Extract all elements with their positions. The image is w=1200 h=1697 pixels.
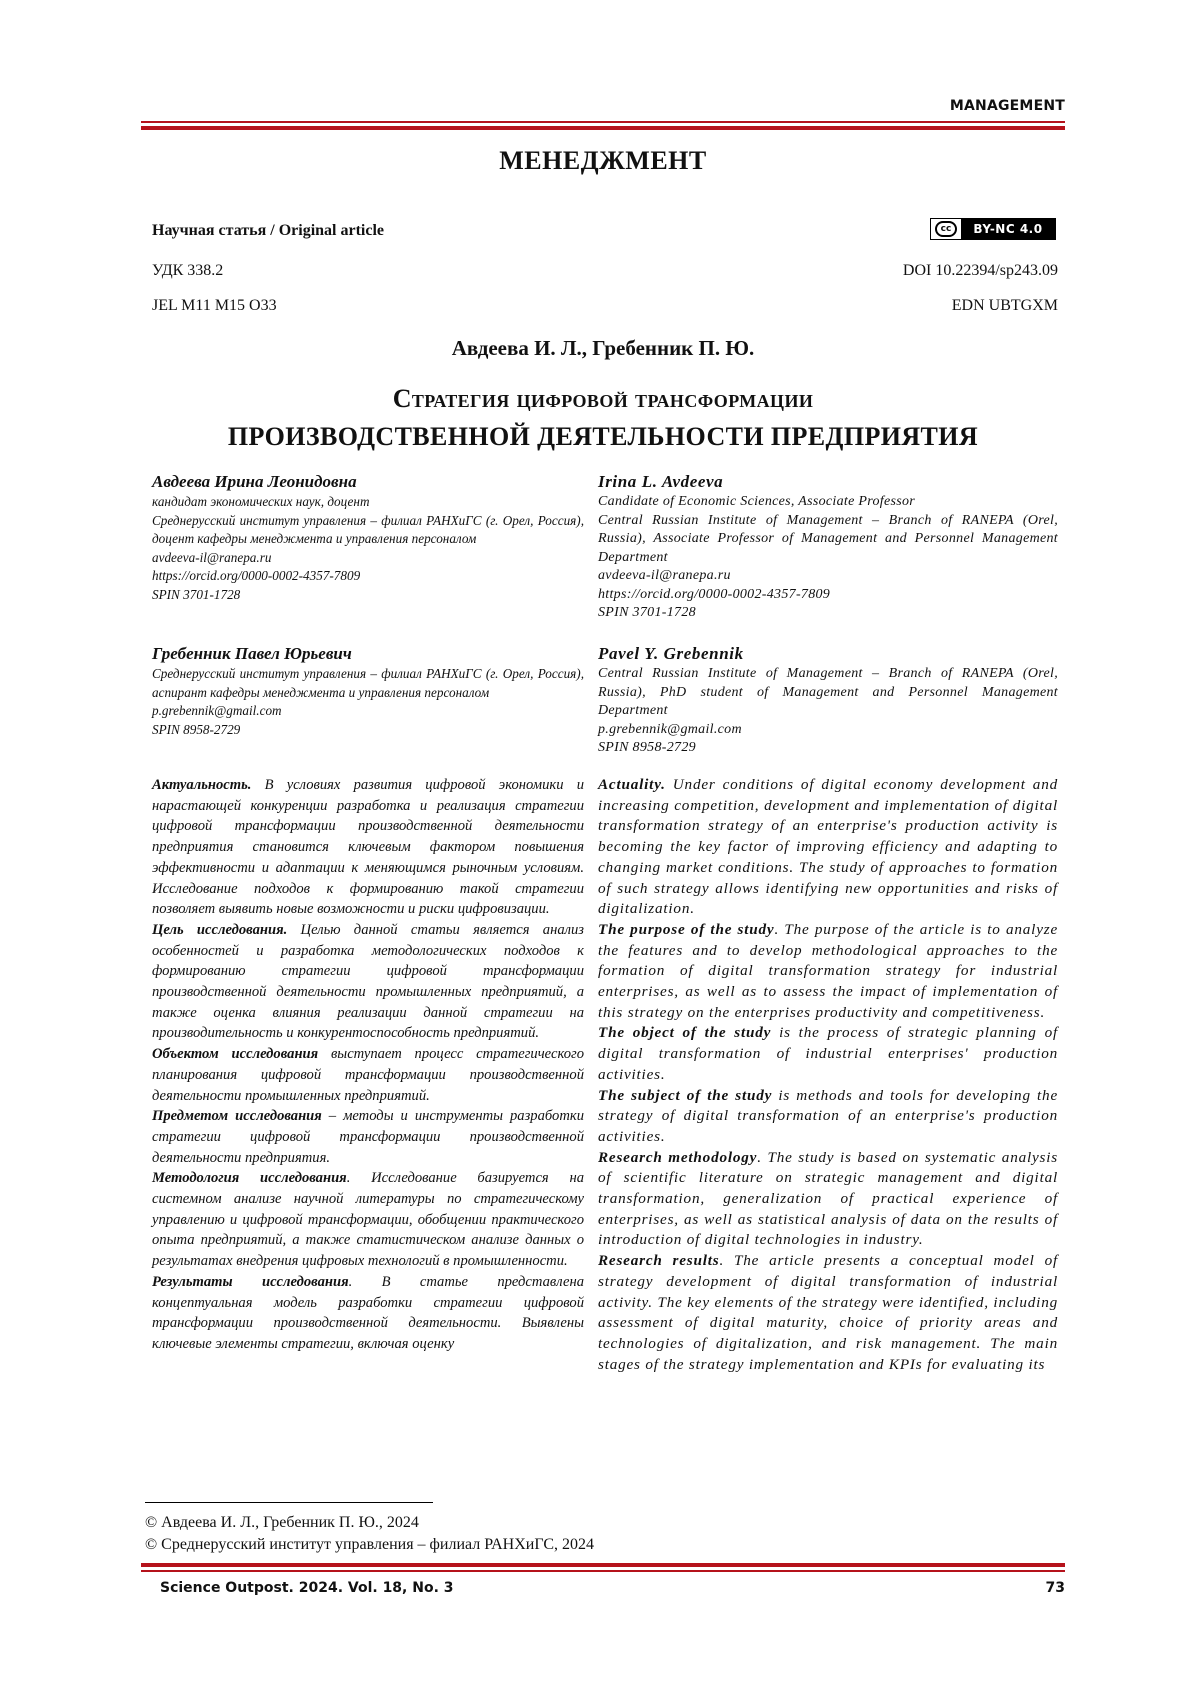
author-email[interactable]: avdeeva-il@ranepa.ru xyxy=(152,549,584,568)
abstract-paragraph: Research methodology. The study is based on systematic analysis of scientific literature on strategic management and digital transformation, generalization of practical experience of enterprises, as well as statistical analysis of data on the results of introduction of digital technologies in industry. xyxy=(598,1148,1058,1252)
author-email[interactable]: p.grebennik@gmail.com xyxy=(152,702,584,721)
author-affiliation: Среднерусский институт управления – филиал РАНХиГС (г. Орел, Россия), доцент кафедры менеджмента и управления персоналом xyxy=(152,512,584,549)
abstract-paragraph: Предметом исследования – методы и инструменты разработки стратегии цифровой трансформации производственной деятельности предприятия. xyxy=(152,1106,584,1168)
author-degree: кандидат экономических наук, доцент xyxy=(152,493,584,512)
author-info-en-2 xyxy=(598,643,1058,758)
author-info-en-1 xyxy=(598,471,1058,623)
author-info-ru-1 xyxy=(152,471,584,604)
udc: УДК 338.2 xyxy=(152,262,223,280)
copyright-institute: © Среднерусский институт управления – филиал РАНХиГС, 2024 xyxy=(145,1534,594,1555)
abstract-paragraph: Актуальность. В условиях развития цифровой экономики и нарастающей конкуренции разработка и реализация стратегии цифровой трансформации производственной деятельности предприятия становится ключевым фактором повышения эффективности и адаптации к меняющимся рыночным условиям. Исследование подходов к формированию такой стратегии позволяет выявить новые возможности и риски цифровизации. xyxy=(152,775,584,920)
section-title-en: MANAGEMENT xyxy=(950,98,1065,114)
footer-rule xyxy=(141,1570,1065,1572)
cc-icon: cc xyxy=(931,219,961,239)
author-name: Pavel Y. Grebennik xyxy=(598,643,1058,665)
page-number: 73 xyxy=(1046,1580,1065,1596)
abstract-paragraph: Actuality. Under conditions of digital economy development and increasing competition, development and implementation of digital transformation strategy of an enterprise's production activity is becoming the key factor of improving efficiency and adapting to changing market conditions. The study of approaches to formation of such strategy allows identifying new opportunities and risks of digitalization. xyxy=(598,775,1058,920)
abstract-paragraph: Цель исследования. Целью данной статьи является анализ особенностей и разработка методологических подходов к формированию стратегии цифровой трансформации производственной деятельности промышленных предприятий, а также оценка влияния реализации данной стратегии на производительность и конкурентоспособность предприятий. xyxy=(152,920,584,1044)
author-name: Авдеева Ирина Леонидовна xyxy=(152,471,584,493)
title-line-1: Стратегия цифровой трансформации xyxy=(141,380,1065,418)
author-name: Irina L. Avdeeva xyxy=(598,471,1058,493)
jel-row xyxy=(152,297,1058,319)
license-label: BY-NC 4.0 xyxy=(961,219,1055,239)
running-footer xyxy=(160,1580,1065,1596)
footer-rule-thick xyxy=(141,1563,1065,1567)
header-rule-thick xyxy=(141,126,1065,130)
running-header xyxy=(141,96,1065,136)
author-email[interactable]: avdeeva-il@ranepa.ru xyxy=(598,567,1058,586)
udc-row xyxy=(152,262,1058,284)
author-details xyxy=(152,493,584,604)
article-type: Научная статья / Original article xyxy=(152,222,384,240)
article-type-row xyxy=(152,222,1058,246)
author-orcid[interactable]: https://orcid.org/0000-0002-4357-7809 xyxy=(598,586,1058,605)
author-spin: SPIN 8958-2729 xyxy=(598,739,1058,758)
header-rule xyxy=(141,121,1065,123)
abstract-paragraph: The object of the study is the process of strategic planning of digital transformation of industrial enterprises' production activities. xyxy=(598,1023,1058,1085)
abstract-paragraph: Результаты исследования. В статье представлена концептуальная модель разработки стратегии цифровой трансформации производственной деятельности. Выявлены ключевые элементы стратегии, включая оценку xyxy=(152,1272,584,1355)
edn: EDN UBTGXM xyxy=(952,297,1058,315)
abstract-paragraph: Объектом исследования выступает процесс стратегического планирования цифровой трансформации производственной деятельности промышленных предприятий. xyxy=(152,1044,584,1106)
author-details xyxy=(598,493,1058,623)
author-affiliation: Central Russian Institute of Management – Branch of RANEPA (Orel, Russia), Associate Professor of Management and Personnel Management Department xyxy=(598,512,1058,568)
license-badge[interactable] xyxy=(930,218,1056,240)
abstract-en xyxy=(598,775,1058,1375)
section-title-ru: МЕНЕДЖМЕНТ xyxy=(141,146,1065,176)
authors-line: Авдеева И. Л., Гребенник П. Ю. xyxy=(141,336,1065,361)
abstract-ru xyxy=(152,775,584,1355)
abstract-paragraph: The subject of the study is methods and tools for developing the strategy of digital transformation of an enterprise's production activities. xyxy=(598,1086,1058,1148)
abstract-paragraph: The purpose of the study. The purpose of the article is to analyze the features and to develop methodological approaches to the formation of digital transformation strategy for industrial enterprises, as well as to assess the impact of implementation of this strategy on the enterprises productivity and competitiveness. xyxy=(598,920,1058,1024)
author-degree: Candidate of Economic Sciences, Associate Professor xyxy=(598,493,1058,512)
author-name: Гребенник Павел Юрьевич xyxy=(152,643,584,665)
author-spin: SPIN 8958-2729 xyxy=(152,721,584,740)
author-details xyxy=(152,665,584,739)
doi[interactable]: DOI 10.22394/sp243.09 xyxy=(903,262,1058,280)
footnote-rule xyxy=(145,1502,433,1503)
journal-citation: Science Outpost. 2024. Vol. 18, No. 3 xyxy=(160,1580,454,1596)
title-line-2: ПРОИЗВОДСТВЕННОЙ ДЕЯТЕЛЬНОСТИ ПРЕДПРИЯТИЯ xyxy=(141,418,1065,456)
author-info-ru-2 xyxy=(152,643,584,739)
author-affiliation: Central Russian Institute of Management – Branch of RANEPA (Orel, Russia), PhD student of Management and Personnel Management Department xyxy=(598,665,1058,721)
jel-codes: JEL M11 M15 O33 xyxy=(152,297,277,315)
abstract-paragraph: Методология исследования. Исследование базируется на системном анализе научной литературы по стратегическому управлению и цифровой трансформации, обобщении практического опыта предприятий, а также статистическом анализе данных о результатах внедрения цифровых технологий в промышленности. xyxy=(152,1168,584,1272)
author-affiliation: Среднерусский институт управления – филиал РАНХиГС (г. Орел, Россия), аспирант кафедры менеджмента и управления персоналом xyxy=(152,665,584,702)
author-email[interactable]: p.grebennik@gmail.com xyxy=(598,721,1058,740)
author-details xyxy=(598,665,1058,758)
abstract-paragraph: Research results. The article presents a conceptual model of strategy development of digital transformation of industrial activity. The key elements of the strategy were identified, including assessment of digital maturity, choice of priority areas and technologies of digitalization, and risk management. The main stages of the strategy implementation and KPIs for evaluating its xyxy=(598,1251,1058,1375)
article-title xyxy=(141,380,1065,456)
copyright-authors: © Авдеева И. Л., Гребенник П. Ю., 2024 xyxy=(145,1512,419,1533)
author-orcid[interactable]: https://orcid.org/0000-0002-4357-7809 xyxy=(152,567,584,586)
author-spin: SPIN 3701-1728 xyxy=(598,604,1058,623)
author-spin: SPIN 3701-1728 xyxy=(152,586,584,605)
